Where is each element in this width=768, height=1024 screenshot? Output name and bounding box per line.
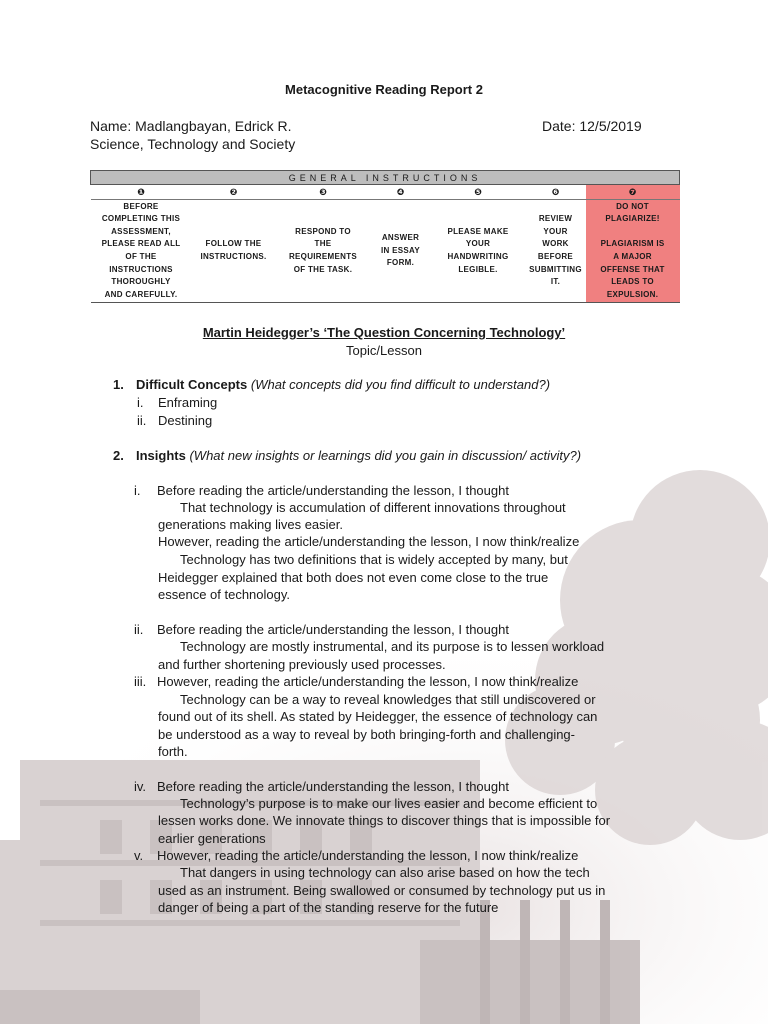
topic-title: Martin Heidegger’s ‘The Question Concerning Technology’ (202, 325, 566, 340)
subject-name: Science, Technology and Society (90, 136, 296, 152)
instruction-line: DO NOT (616, 201, 649, 211)
insight-line: However, reading the article/understanding the lesson, I now think/realize (158, 534, 580, 549)
insight-line: Before reading the article/understanding the lesson, I thought (157, 483, 509, 498)
instruction-line: LEADS TO (611, 277, 654, 287)
instruction-number: ❺ (431, 185, 526, 200)
instruction-line: EXPULSION. (606, 289, 659, 299)
list-marker: v. (134, 848, 144, 863)
instruction-line: INSTRUCTIONS. (200, 252, 267, 261)
instruction-line: OF THE (125, 252, 157, 261)
list-marker: ii. (134, 622, 144, 637)
section-heading-line (136, 377, 550, 392)
report-title: Metacognitive Reading Report 2 (285, 82, 483, 97)
instruction-number: ❼ (586, 185, 680, 200)
general-instructions-table (90, 170, 680, 303)
insight-line: Technology can be a way to reveal knowledges that still undiscovered or (180, 692, 596, 707)
instruction-line: OF THE TASK. (293, 264, 353, 274)
instruction-line: THOROUGHLY (111, 277, 171, 287)
insight-line: generations making lives easier. (158, 517, 343, 532)
instruction-line: ASSESSMENT, (111, 226, 171, 236)
instruction-line: FORM. (386, 258, 415, 268)
student-name: Name: Madlangbayan, Edrick R. (90, 118, 292, 134)
list-marker: i. (137, 395, 144, 410)
insight-line: be understood as a way to reveal by both bringing-forth and challenging- (158, 727, 575, 742)
instruction-cell (91, 200, 192, 303)
instruction-number: ❷ (192, 185, 276, 200)
instruction-line: IN ESSAY (380, 245, 420, 255)
instruction-line: PLEASE MAKE (447, 226, 509, 236)
insight-line: and further shortening previously used processes. (158, 657, 446, 672)
insight-line: However, reading the article/understanding the lesson, I now think/realize (157, 848, 579, 863)
instruction-line: REVIEW (538, 214, 573, 224)
topic-subtitle: Topic/Lesson (346, 343, 422, 358)
insight-line: essence of technology. (158, 587, 291, 602)
instruction-line: BEFORE (537, 252, 574, 261)
insight-line: Technology has two definitions that is widely accepted by many, but (180, 552, 568, 567)
insight-line: lessen works done. We innovate things to discover things that is impossible for (158, 813, 611, 828)
instruction-cell (276, 200, 371, 303)
insight-line: forth. (158, 744, 188, 759)
insight-line: found out of its shell. As stated by Heidegger, the essence of technology can (158, 709, 598, 724)
instruction-cell (431, 200, 526, 303)
insight-line: Technology’s purpose is to make our lives easier and become efficient to (180, 796, 598, 811)
insight-line: earlier generations (158, 831, 266, 846)
section-prompt: (What concepts did you find difficult to understand?) (250, 377, 551, 392)
instruction-number: ❹ (371, 185, 431, 200)
instruction-line: A MAJOR (613, 252, 652, 261)
instruction-line: OFFENSE THAT (600, 264, 665, 274)
insight-line: Before reading the article/understanding the lesson, I thought (157, 622, 509, 637)
instruction-line: LEGIBLE. (458, 264, 498, 274)
section-heading: Difficult Concepts (136, 377, 248, 392)
instruction-line (586, 226, 680, 239)
section-heading-line (136, 448, 581, 463)
section-number: 2. (113, 448, 124, 463)
report-date: Date: 12/5/2019 (542, 118, 642, 134)
list-item: Destining (158, 413, 213, 428)
instruction-cell (371, 200, 431, 303)
insight-line: That dangers in using technology can also arise based on how the tech (180, 865, 590, 880)
insight-line: However, reading the article/understanding the lesson, I now think/realize (157, 674, 579, 689)
list-marker: i. (134, 483, 141, 498)
insight-line: used as an instrument. Being swallowed or consumed by technology put us in (158, 883, 606, 898)
list-marker: ii. (137, 413, 147, 428)
list-marker: iii. (134, 674, 147, 689)
plagiarism-warning-cell (586, 200, 680, 303)
instruction-line: RESPOND TO (295, 226, 351, 236)
list-marker: iv. (134, 779, 147, 794)
instruction-line: PLAGIARISM IS (600, 239, 665, 249)
instruction-number: ❻ (526, 185, 586, 200)
insight-line: Technology are mostly instrumental, and its purpose is to lessen workload (180, 639, 605, 654)
section-prompt: (What new insights or learnings did you gain in discussion/ activity?) (189, 448, 582, 463)
instruction-line: PLEASE READ ALL (101, 239, 181, 249)
insight-line: Heidegger explained that both does not even come close to the true (158, 570, 549, 585)
insight-line: That technology is accumulation of different innovations throughout (180, 500, 566, 515)
instruction-line: WORK (542, 239, 569, 249)
instruction-line: SUBMITTING (529, 264, 582, 274)
instructions-header: GENERAL INSTRUCTIONS (91, 171, 680, 185)
list-item: Enframing (158, 395, 218, 410)
instruction-line: HANDWRITING (447, 252, 509, 261)
instruction-line: BEFORE (123, 201, 159, 211)
insight-line: danger of being a part of the standing reserve for the future (158, 900, 499, 915)
instruction-line: FOLLOW THE (205, 239, 262, 249)
insight-line: Before reading the article/understanding the lesson, I thought (157, 779, 509, 794)
instruction-line: YOUR (543, 226, 568, 236)
section-number: 1. (113, 377, 124, 392)
section-heading: Insights (136, 448, 186, 463)
instruction-line: REQUIREMENTS (288, 252, 358, 261)
instruction-cell (192, 200, 276, 303)
instruction-line: INSTRUCTIONS (109, 264, 173, 274)
instruction-line: PLAGIARIZE! (605, 214, 660, 224)
instruction-cell (526, 200, 586, 303)
instruction-line: IT. (550, 277, 561, 287)
instruction-line: AND CAREFULLY. (104, 289, 178, 299)
instruction-number: ❸ (276, 185, 371, 200)
instruction-line: ANSWER (381, 233, 420, 243)
instruction-line: COMPLETING THIS (101, 214, 181, 224)
instruction-line: THE (314, 239, 332, 249)
instruction-line: YOUR (465, 239, 491, 249)
instruction-number: ❶ (91, 185, 192, 200)
